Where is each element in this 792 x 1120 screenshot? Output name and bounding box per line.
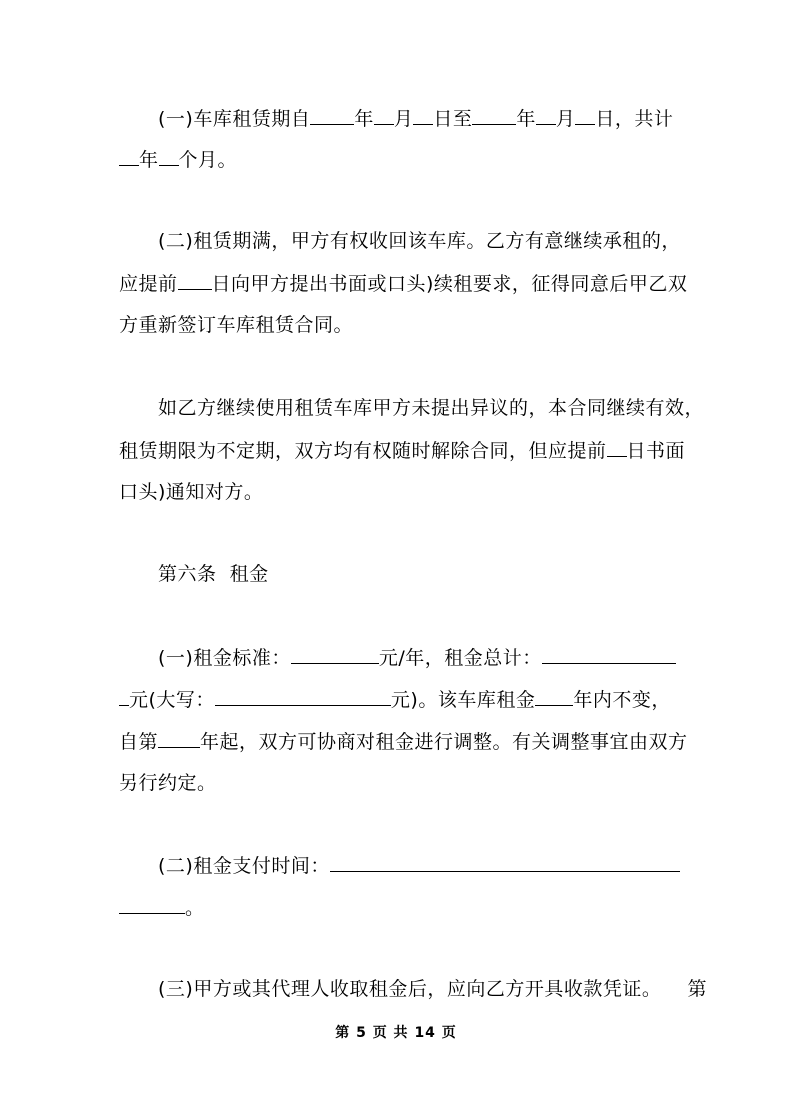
- text-line: 自第 年起，双方可协商对租金进行调整。有关调整事宜由双方: [119, 731, 688, 753]
- text-line: (二)租赁期满，甲方有权收回该车库。乙方有意继续承租的，: [158, 230, 681, 252]
- text-line: (二)租金支付时间：: [158, 853, 680, 877]
- text-line: 。: [119, 895, 205, 919]
- text-line: 如乙方继续使用租赁车库甲方未提出异议的，本合同继续有效，: [158, 397, 705, 419]
- fill-in-blank: [291, 645, 379, 664]
- text-line: 另行约定。: [119, 772, 217, 794]
- fill-in-blank: [119, 147, 139, 166]
- text-line: (一)车库租赁期自 年 月 日至 年 月 日，共计: [158, 108, 674, 130]
- text-line: 口头)通知对方。: [119, 481, 264, 503]
- fill-in-blank: [535, 687, 573, 706]
- text-line: 租赁期限为不定期，双方均有权随时解除合同，但应提前 日书面: [119, 440, 686, 462]
- fill-in-blank: [119, 687, 129, 706]
- fill-in-blank: [542, 645, 676, 664]
- fill-in-blank: [472, 106, 516, 125]
- text-line: 元(大写： 元)。该车库租金 年内不变，: [119, 687, 671, 711]
- text-line: (三)甲方或其代理人收取租金后，应向乙方开具收款凭证。 第: [158, 978, 707, 1000]
- fill-in-blank: [178, 271, 212, 290]
- fill-in-blank: [310, 106, 354, 125]
- fill-in-blank: [536, 106, 556, 125]
- section-heading: 第六条 租金: [158, 563, 269, 585]
- footer-middle: 页 共: [372, 1025, 409, 1041]
- text-line: 应提前 日向甲方提出书面或口头)续租要求，征得同意后甲乙双: [119, 273, 688, 295]
- fill-in-blank: [159, 147, 179, 166]
- current-page-number: 5: [356, 1025, 367, 1041]
- text-line: (一)租金标准： 元/年，租金总计：: [158, 645, 676, 669]
- footer-prefix: 第: [335, 1025, 351, 1041]
- fill-in-blank: [215, 687, 391, 706]
- page-number-footer: [0, 1022, 792, 1042]
- text-line: 年 个月。: [119, 147, 237, 171]
- fill-in-blank: [413, 106, 433, 125]
- footer-suffix: 页: [441, 1025, 457, 1041]
- fill-in-blank: [158, 729, 200, 748]
- fill-in-blank: [119, 895, 185, 914]
- fill-in-blank: [374, 106, 394, 125]
- total-page-count: 14: [414, 1025, 436, 1041]
- fill-in-blank: [575, 106, 595, 125]
- fill-in-blank: [607, 438, 627, 457]
- fill-in-blank: [330, 853, 680, 872]
- text-line: 方重新签订车库租赁合同。: [119, 314, 354, 336]
